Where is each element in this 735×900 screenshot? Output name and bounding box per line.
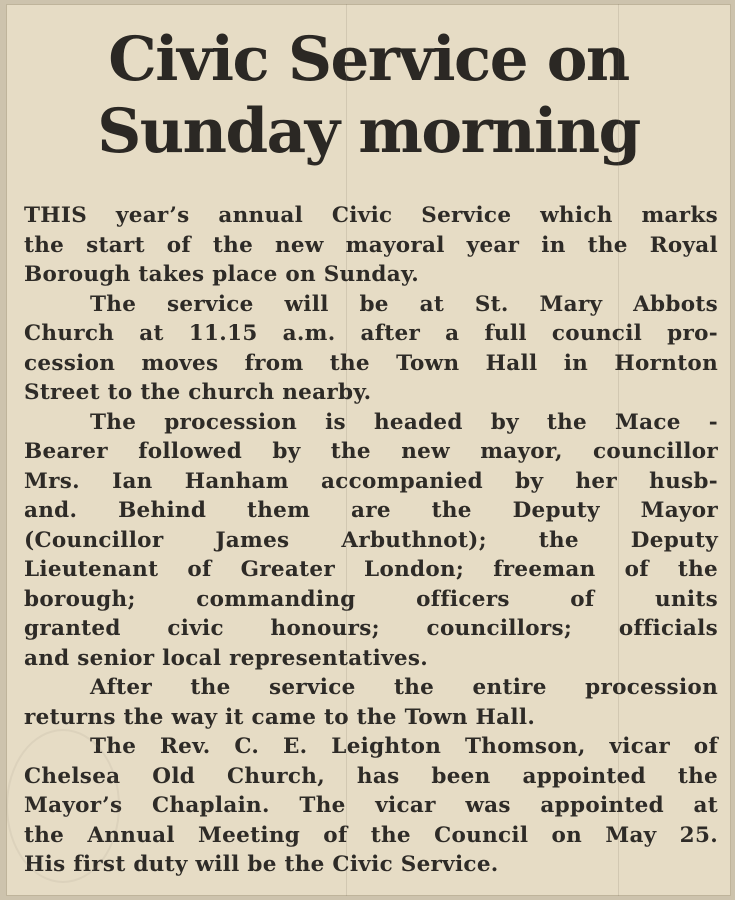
paragraph-line: and. Behind them are the Deputy Mayor (24, 498, 718, 523)
paragraph-line: the start of the new mayoral year in the Royal (24, 232, 718, 258)
headline (6, 4, 731, 168)
paragraph-line: granted civic honours; councillors; officials (24, 616, 718, 641)
paragraph-line: Borough takes place on Sunday. (24, 262, 420, 287)
paragraph-line: returns the way it came to the Town Hall. (24, 704, 536, 730)
newspaper-clipping (6, 4, 731, 896)
paragraph-line: THIS year’s annual Civic Service which marks (24, 203, 718, 228)
article-paragraph (24, 408, 718, 674)
paragraph-line: The procession is headed by the Mace - (90, 409, 718, 435)
article-paragraph (24, 290, 718, 408)
paragraph-line: Chelsea Old Church, has been appointed the (24, 763, 718, 789)
paragraph-line: After the service the entire procession (90, 675, 718, 700)
paragraph-line: (Councillor James Arbuthnot); the Deputy (24, 527, 718, 553)
paragraph-line: Mrs. Ian Hanham accompanied by her husb- (24, 468, 718, 494)
paragraph-line: Mayor’s Chaplain. The vicar was appointed at (24, 793, 718, 818)
paragraph-line: the Annual Meeting of the Council on May 25. (24, 822, 718, 848)
paragraph-line: Bearer followed by the new mayor, councillor (24, 439, 718, 464)
article-paragraph (24, 732, 718, 880)
paragraph-line: The service will be at St. Mary Abbots (90, 291, 718, 317)
headline-line: Sunday morning (97, 96, 640, 167)
article-body (24, 201, 718, 880)
paragraph-line: and senior local representatives. (24, 645, 429, 671)
paragraph-line: cession moves from the Town Hall in Hornton (24, 350, 718, 376)
article-paragraph (24, 201, 718, 290)
paragraph-line: His first duty will be the Civic Service. (24, 852, 499, 877)
paragraph-line: The Rev. C. E. Leighton Thomson, vicar of (90, 734, 718, 759)
paragraph-line: Street to the church nearby. (24, 380, 372, 405)
paragraph-line: borough; commanding officers of units (24, 586, 718, 612)
headline-line: Civic Service on (108, 24, 629, 95)
paragraph-line: Church at 11.15 a.m. after a full council pro- (24, 321, 718, 346)
article-paragraph (24, 673, 718, 732)
paragraph-line: Lieutenant of Greater London; freeman of the (24, 557, 718, 582)
